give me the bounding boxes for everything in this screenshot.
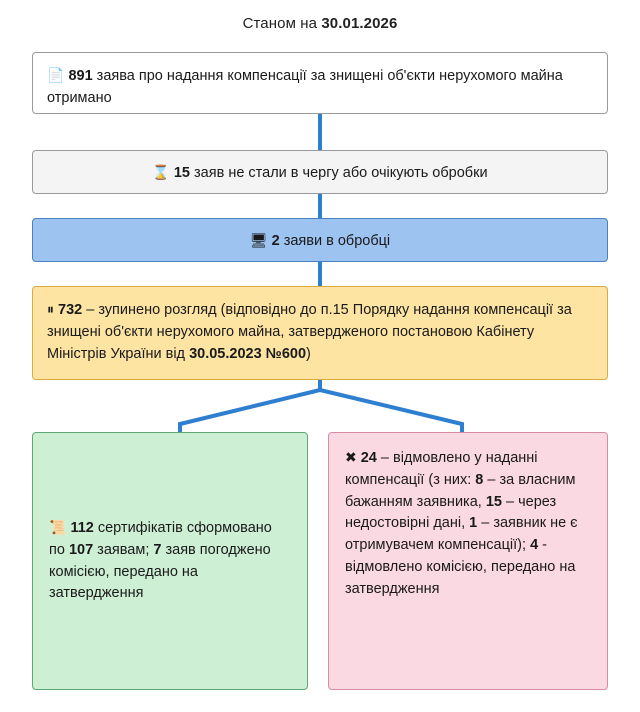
node-certificates-label-c: заяв погоджено комісією, передано на затвердження (49, 541, 271, 602)
node-in-processing (32, 218, 608, 262)
hourglass-icon: ⌛ (152, 164, 170, 180)
node-review-paused-text (47, 299, 593, 365)
cross-mark-icon: ✖ (345, 449, 357, 465)
monitor-icon: 🖥 (249, 232, 268, 248)
node-compensation-refused (328, 432, 608, 690)
node-applications-received-count: 891 (68, 68, 93, 84)
node-certificates-count: 112 (70, 520, 94, 536)
node-certificates-issued (32, 432, 308, 690)
node-certificates-count-b: 107 (68, 541, 94, 558)
node-review-paused-count: 732 (58, 302, 83, 318)
node-refused-count-c: 15 (485, 493, 502, 510)
node-certificates-label-b: заявам; (93, 541, 154, 558)
connector-queue-to-processing (318, 194, 322, 218)
node-refused-count: 24 (360, 450, 377, 466)
node-refused-label-d: – заявник не є отримувачем компенсації); (345, 515, 578, 553)
node-in-processing-text (47, 230, 593, 253)
node-review-paused-label-a: – зупинено розгляд (відповідно до п.15 Порядку надання компенсації за знищені об'єкти нерухомого майна, затвердженого постановою Кабінету Міністрів України від (47, 302, 572, 362)
node-certificates-count-c: 7 (153, 541, 162, 558)
node-applications-received (32, 52, 608, 114)
page-title (0, 0, 640, 32)
document-icon: 📄 (47, 67, 65, 83)
node-applications-received-text (47, 65, 593, 110)
node-applications-received-label: заява про надання компенсації за знищені об'єкти нерухомого майна отримано (47, 68, 563, 106)
page-title-prefix: Станом на (242, 15, 322, 32)
node-not-queued-label: заяв не стали в чергу або очікують обробки (190, 165, 488, 181)
pause-icon: ⏸ (47, 301, 54, 317)
node-certificates-issued-text (49, 517, 291, 605)
node-not-queued-text (47, 162, 593, 185)
node-in-processing-count: 2 (271, 233, 280, 249)
node-compensation-refused-text (345, 447, 591, 600)
node-refused-count-d: 1 (469, 515, 478, 532)
node-certificates-label-a: сертифікатів сформовано по (49, 520, 272, 558)
node-refused-count-e: 4 (530, 537, 539, 553)
node-refused-label-e: - відмовлено комісією, передано на затвердження (345, 537, 576, 597)
node-refused-label-b: – за власним бажанням заявника, (345, 471, 576, 510)
connector-fork (140, 380, 500, 434)
node-in-processing-label: заяви в обробці (279, 233, 391, 249)
connector-processing-to-paused (318, 262, 322, 286)
node-refused-label-a: – відмовлено у наданні компенсації (з них: (345, 450, 538, 488)
connector-received-to-queue (318, 114, 322, 150)
node-not-queued-count: 15 (173, 165, 190, 181)
node-review-paused (32, 286, 608, 380)
node-review-paused-date: 30.05.2023 №600 (189, 345, 307, 362)
certificate-icon: 📜 (49, 519, 67, 535)
node-review-paused-label-b: ) (306, 345, 311, 362)
node-not-queued (32, 150, 608, 194)
page-title-date: 30.01.2026 (321, 15, 398, 32)
node-refused-count-b: 8 (475, 471, 484, 488)
node-refused-label-c: – через недостовірні дані, (345, 493, 557, 532)
